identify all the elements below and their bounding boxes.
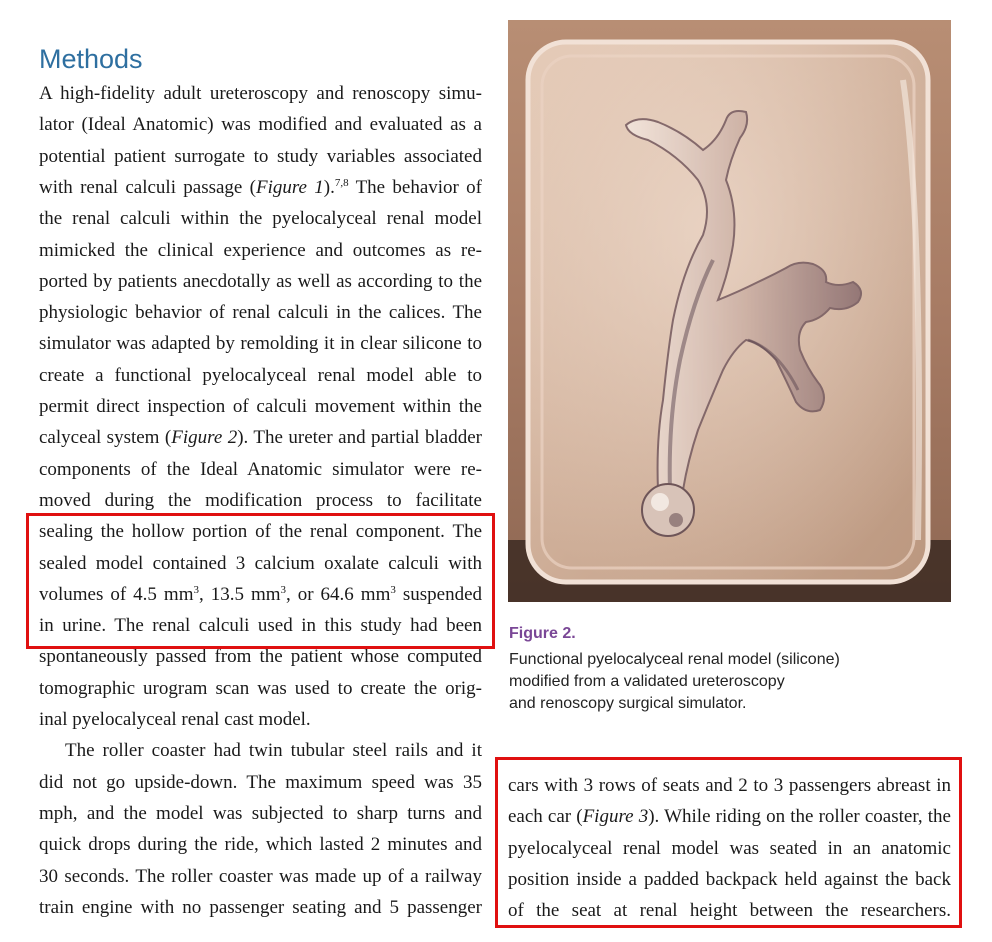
left-line-10: create a functional pyelocalyceal renal model able to — [39, 364, 482, 386]
left-line-21: inal pyelocalyceal renal cast model. — [39, 709, 311, 730]
left-line-6: mimicked the clinical experience and outcomes as re- — [39, 239, 482, 261]
left-line-18: in urine. The renal calculi used in this study had been — [39, 615, 482, 637]
left-line-24: mph, and the model was subjected to sharp turns and — [39, 802, 482, 824]
left-line-2: lator (Ideal Anatomic) was modified and evaluated as a — [39, 114, 482, 136]
cast-bulb — [642, 484, 694, 536]
left-line-27: train engine with no passenger seating and 5 passenger — [39, 896, 482, 918]
left-line-14: moved during the modification process to facilitate — [39, 489, 482, 511]
left-line-7: ported by patients anecdotally as well as according to the — [39, 270, 482, 292]
left-line-11: permit direct inspection of calculi movement within the — [39, 396, 482, 417]
figure-caption-line-2: modified from a validated ureteroscopy — [509, 673, 785, 690]
right-line-3: pyelocalyceal renal model was seated in an anatomic — [508, 837, 951, 859]
figure-caption-line-1: Functional pyelocalyceal renal model (silicone) — [509, 651, 840, 668]
left-line-25: quick drops during the ride, which lasted 2 minutes and — [39, 834, 482, 856]
right-line-4: position inside a padded backpack held against the back — [508, 868, 951, 890]
left-line-26: 30 seconds. The roller coaster was made up of a railway — [39, 865, 482, 887]
left-line-16: sealed model contained 3 calcium oxalate calculi with — [39, 552, 482, 574]
left-line-20: tomographic urogram scan was used to create the orig- — [39, 677, 482, 699]
left-line-12: calyceal system (Figure 2). The ureter and partial bladder — [39, 427, 482, 449]
silicone-kidney-model-image — [508, 20, 951, 602]
left-line-8: physiologic behavior of renal calculi in the calices. The — [39, 302, 482, 324]
left-line-5: the renal calculi within the pyelocalyceal renal model — [39, 208, 482, 230]
left-line-9: simulator was adapted by remolding it in clear silicone to — [39, 333, 482, 355]
right-line-5: of the seat at renal height between the researchers. — [508, 900, 951, 922]
left-line-19: spontaneously passed from the patient whose computed — [39, 646, 482, 668]
figure-2-photo — [508, 20, 951, 602]
section-heading: Methods — [39, 44, 143, 74]
left-line-15: sealing the hollow portion of the renal component. The — [39, 521, 482, 543]
figure-caption-line-3: and renoscopy surgical simulator. — [509, 695, 747, 712]
right-line-1: cars with 3 rows of seats and 2 to 3 passengers abreast in — [508, 775, 951, 796]
left-line-23: did not go upside-down. The maximum speed was 35 — [39, 771, 482, 793]
left-line-13: components of the Ideal Anatomic simulator were re- — [39, 458, 482, 480]
highlight-box-right — [495, 757, 962, 928]
right-line-2: each car (Figure 3). While riding on the roller coaster, the — [508, 806, 951, 828]
left-line-3: potential patient surrogate to study variables associated — [39, 145, 482, 167]
left-line-17: volumes of 4.5 $mm^3$, 13.5 $mm^3$, or 64.6 $mm^3$ suspended — [39, 583, 482, 605]
left-line-1: A high-fidelity adult ureteroscopy and renoscopy simu- — [39, 83, 482, 104]
left-line-22: The roller coaster had twin tubular steel rails and it — [65, 740, 482, 762]
left-line-4: with renal calculi passage (Figure 1).$^{7,8}$ The behavior of — [39, 176, 482, 198]
figure-title: Figure 2. — [509, 625, 576, 642]
highlight-box-left — [26, 513, 495, 649]
